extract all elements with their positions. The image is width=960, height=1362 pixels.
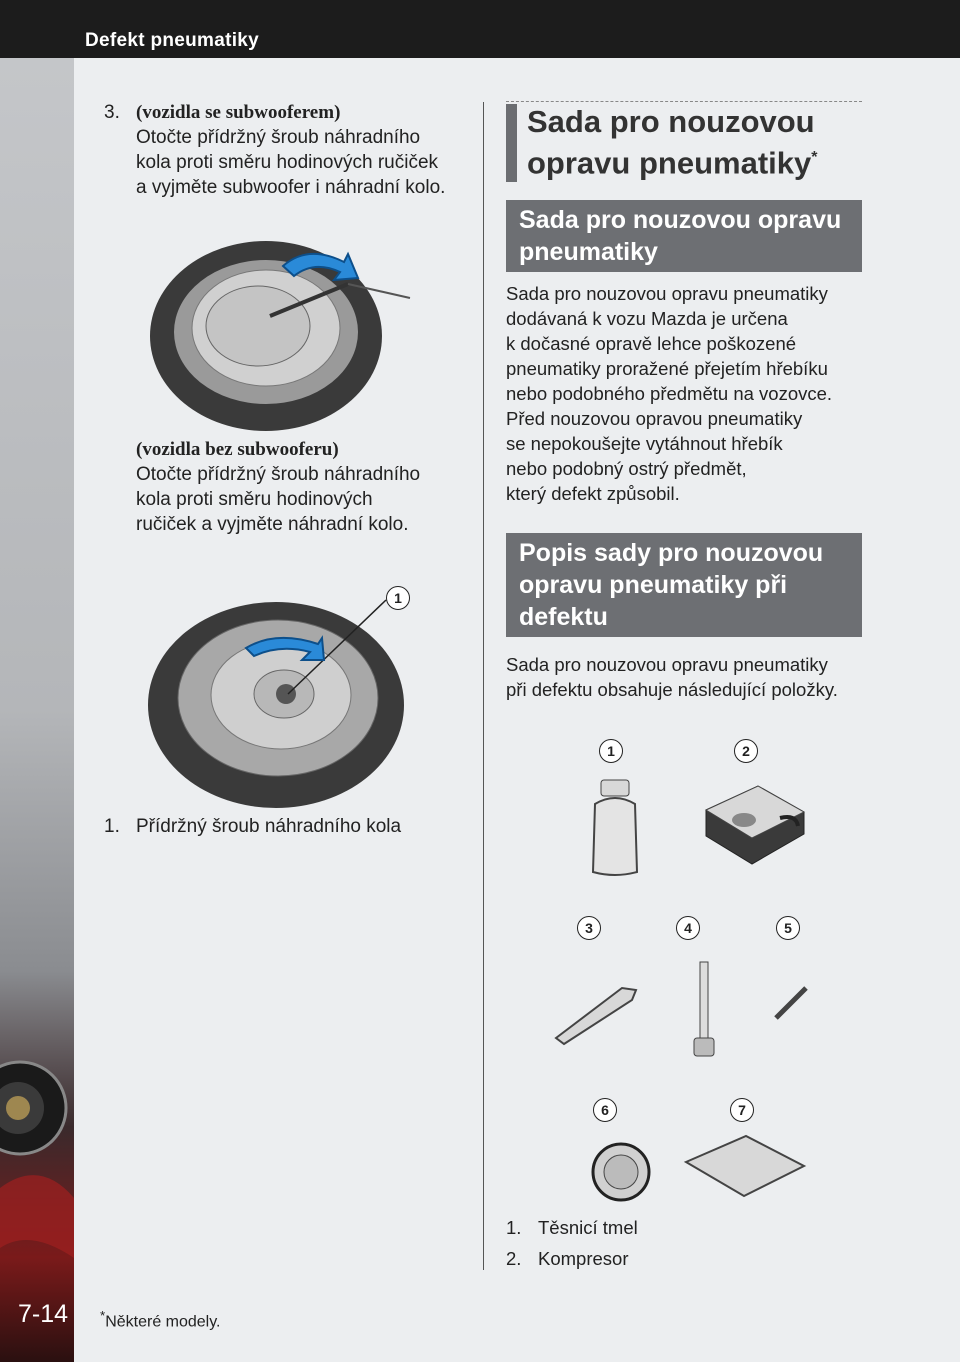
footnote-text: Některé modely. (105, 1313, 221, 1331)
subheading-line: pneumatiky (519, 238, 658, 266)
sealant-bottle-icon (585, 778, 645, 878)
para-line: Před nouzovou opravou pneumatiky (506, 408, 803, 429)
callout-5-valve-core: 5 (776, 916, 800, 940)
footnote-mark: * (100, 1308, 106, 1323)
speed-sticker-icon (680, 1132, 810, 1202)
valve-core-icon (772, 984, 812, 1024)
headlight-image (0, 58, 74, 1362)
para-line: při defektu obsahuje následující položky. (506, 679, 838, 700)
list-number: 2. (506, 1248, 522, 1269)
compressor-icon (700, 778, 810, 868)
step-number: 3. (104, 102, 120, 123)
section-top-rule (506, 101, 862, 102)
step-line: Otočte přídržný šroub náhradního (136, 127, 421, 148)
valve-tool-icon (552, 978, 642, 1048)
kit-description (506, 281, 868, 506)
substep-line: kola proti směru hodinových (136, 489, 373, 510)
para-line: k dočasné opravě lehce poškozené (506, 333, 797, 354)
step-heading: (vozidla se subwooferem) (136, 102, 341, 123)
cap-icon (586, 1140, 656, 1205)
subheading-kit-contents (506, 533, 862, 637)
section-title: Defekt pneumatiky (85, 30, 260, 51)
substep-line: ručiček a vyjměte náhradní kolo. (136, 514, 409, 535)
step-line: kola proti směru hodinových ručiček (136, 152, 439, 173)
list-text: Těsnicí tmel (538, 1217, 638, 1238)
section-heading (506, 104, 862, 182)
para-line: který defekt způsobil. (506, 483, 680, 504)
legend-text: Přídržný šroub náhradního kola (136, 816, 402, 837)
filling-hose-icon (688, 960, 718, 1060)
step-3 (104, 100, 474, 200)
left-column (104, 100, 474, 200)
kit-list-item (506, 1246, 628, 1271)
para-line: nebo podobný ostrý předmět, (506, 458, 747, 479)
spare-tire-illustration (146, 580, 406, 810)
callout-7-sticker: 7 (730, 1098, 754, 1122)
step-line: a vyjměte subwoofer i náhradní kolo. (136, 177, 446, 198)
list-text: Kompresor (538, 1248, 629, 1269)
callout-6-cap: 6 (593, 1098, 617, 1122)
legend-item (104, 814, 401, 839)
subheading-line: defektu (519, 603, 608, 631)
substep-no-subwoofer (136, 437, 476, 537)
heading-line: opravu pneumatiky (527, 145, 812, 181)
header-bar (0, 0, 960, 58)
para-line: dodávaná k vozu Mazda je určena (506, 308, 788, 329)
list-number: 1. (506, 1217, 522, 1238)
kit-list-item (506, 1215, 638, 1240)
kit-contents-description (506, 652, 868, 702)
para-line: Sada pro nouzovou opravu pneumatiky (506, 283, 828, 304)
callout-2-compressor: 2 (734, 739, 758, 763)
substep-line: Otočte přídržný šroub náhradního (136, 464, 421, 485)
callout-1-sealant: 1 (599, 739, 623, 763)
tire-with-subwoofer-illustration (148, 236, 418, 436)
callout-4-hose: 4 (676, 916, 700, 940)
para-line: se nepokoušejte vytáhnout hřebík (506, 433, 783, 454)
column-divider (483, 102, 484, 1270)
subheading-line: opravu pneumatiky při (519, 571, 788, 599)
para-line: Sada pro nouzovou opravu pneumatiky (506, 654, 828, 675)
page-number: 7-14 (18, 1300, 69, 1328)
callout-3-tool: 3 (577, 916, 601, 940)
para-line: nebo podobného předmětu na vozovce. (506, 383, 833, 404)
footnote (100, 1308, 221, 1331)
substep-heading: (vozidla bez subwooferu) (136, 439, 339, 460)
legend-number: 1. (104, 816, 120, 837)
para-line: pneumatiky proražené přejetím hřebíku (506, 358, 828, 379)
sidebar-decoration (0, 58, 74, 1362)
callout-1-bolt: 1 (386, 586, 410, 610)
subheading-line: Sada pro nouzovou opravu (519, 206, 842, 234)
footnote-mark: * (811, 149, 818, 166)
heading-line: Sada pro nouzovou (527, 104, 815, 139)
subheading-kit (506, 200, 862, 272)
subheading-line: Popis sady pro nouzovou (519, 539, 824, 567)
